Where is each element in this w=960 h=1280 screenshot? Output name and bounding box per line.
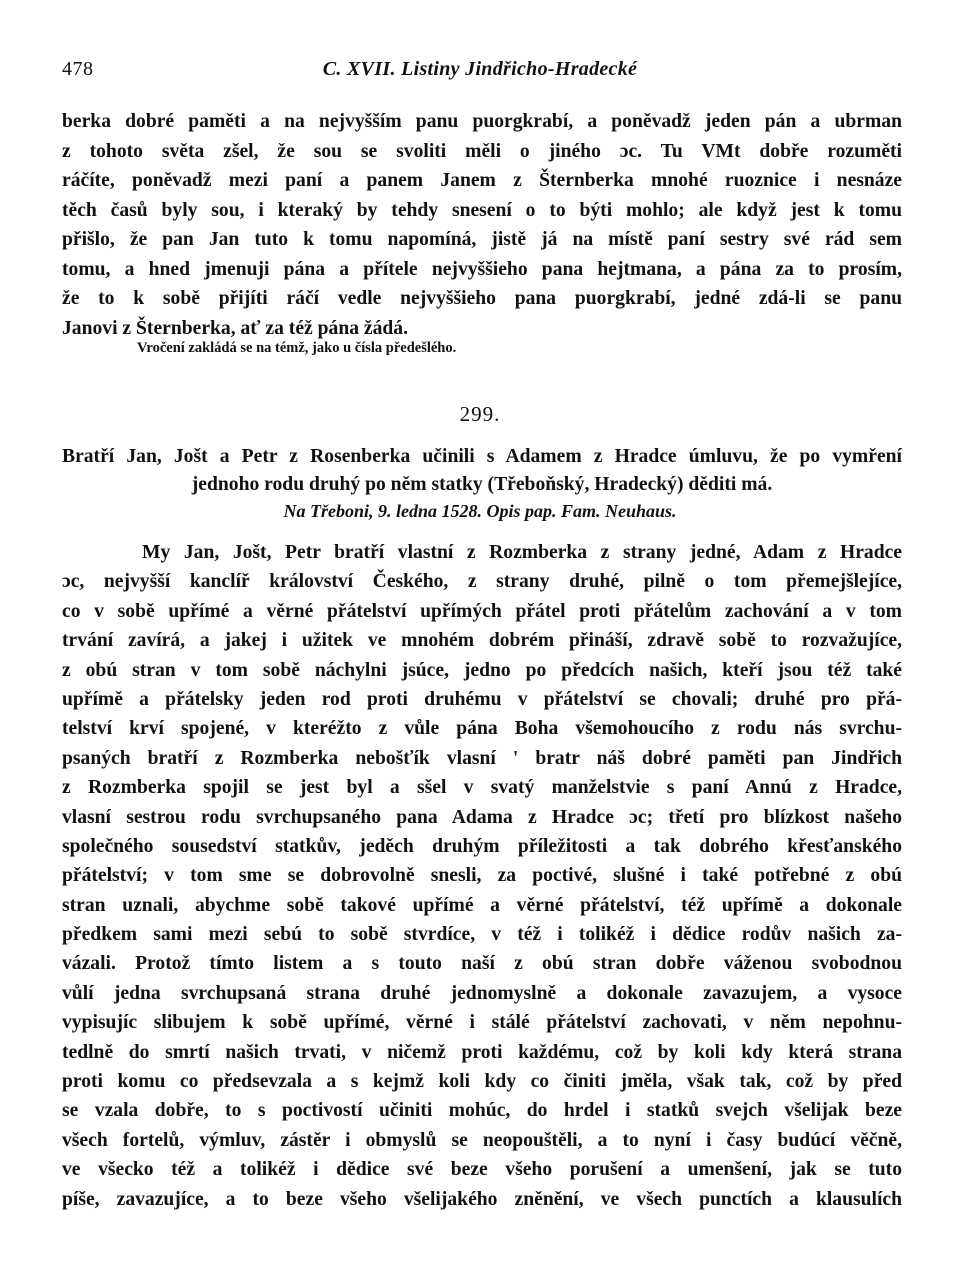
text-line: Janovi z Šternberka, ať za též pána žádá. — [62, 317, 408, 339]
text-line: vypisujíc slibujem k sobě upřímé, věrné i stálé přátelství zachovati, v něm nepohnu- — [62, 1012, 902, 1034]
text-line: přátelství; v tom sme se dobrovolně snesli, za poctivé, slušné i také potřebné z obú — [62, 865, 902, 887]
page-header — [62, 58, 898, 88]
text-line: stran uznali, abychme sobě takové upřímé a věrné přátelství, též upřímě a dokonale — [62, 894, 902, 916]
text-line: jednoho rodu druhý po něm statky (Třeboňský, Hradecký) děditi má. — [191, 474, 773, 495]
text-line: přišlo, že pan Jan tuto k tomu napomíná, jistě já na místě paní sestry své rád sem — [62, 229, 902, 250]
text-line: těch časů byly sou, i kteraký by tehdy snesení o to býti mohlo; ale když jest k tomu — [62, 199, 902, 221]
text-line: vůlí jedna svrchupsaná strana druhé jednomyslně a dokonale zavazujem, a vysoce — [62, 982, 902, 1004]
document-dating: Na Třeboni, 9. ledna 1528. Opis pap. Fam. Neuhaus. — [283, 501, 677, 521]
text-line: ráčíte, poněvadž mezi paní a panem Janem z Šternberka mnohé ruoznice i nesnáze — [62, 170, 902, 191]
text-line: vázali. Protož tímto listem a s touto naší z obú stran dobře váženou svobodnou — [62, 953, 902, 975]
text-line: co v sobě upřímé a věrné přátelství upřímých přátel proti přátelům zachování a v tom — [62, 600, 902, 622]
document-number: 299. — [459, 402, 501, 426]
text-line: píše, zavazujíce, a to beze všeho všelijakého zněnění, ve všech punctích a klausulích — [62, 1188, 902, 1210]
document-summary — [62, 443, 902, 499]
dating-note: Vročení zakládá se na témž, jako u čísla předešlého. — [137, 340, 457, 356]
text-line: společného sousedství statkův, jeděch druhým příležitosti a tak dobrého křesťanského — [62, 835, 902, 857]
main-paragraph — [62, 538, 902, 1214]
text-line: předkem sami mezi sebú to sobě stvrdíce, v též i tolikéž i dědice rodův našich za- — [62, 924, 902, 946]
page-number: 478 — [62, 58, 94, 80]
text-line: proti komu co předsevzala a s kejmž koli kdy co činiti jměla, však tak, což by před — [62, 1071, 902, 1093]
text-line: tomu, a hned jmenuji pána a přítele nejvyššieho pana hejtmana, a pána za to prosím, — [62, 258, 902, 280]
text-line: z tohoto světa zšel, že sou se svoliti měli o jiného ɔc. Tu VMt dobře rozuměti — [62, 140, 902, 162]
text-line: všech fortelů, výmluv, zástěr i obmyslů se neopouštěli, a to nyní i časy budúcí věčně, — [62, 1129, 902, 1151]
text-line: Bratří Jan, Jošt a Petr z Rosenberka učinili s Adamem z Hradce úmluvu, že po vymření — [62, 446, 902, 467]
text-line: upřímě a přátelsky jeden rod proti druhému v přátelství se chovali; druhé pro přá- — [62, 688, 902, 710]
text-line: z obú stran v tom sobě náchylni jsúce, jedno po předcích našich, kteří jsou též také — [62, 659, 902, 681]
text-line: trvání zavírá, a jakej i užitek ve mnohém dobrém přináší, zdravě sobě to rozvažujíce, — [62, 630, 902, 652]
text-line: berka dobré paměti a na nejvyšším panu puorgkrabí, a poněvadž jeden pán a ubrman — [62, 111, 902, 132]
running-head: C. XVII. Listiny Jindřicho-Hradecké — [322, 58, 638, 80]
text-line: My Jan, Jošt, Petr bratří vlastní z Rozmberka z strany jedné, Adam z Hradce — [142, 542, 902, 563]
text-line: z Rozmberka spojil se jest byl a sšel v svatý manželstvie s paní Annú z Hradce, — [62, 777, 902, 799]
text-line: ve všecko též a tolikéž i dědice své beze všeho porušení a umenšení, jak se tuto — [62, 1159, 902, 1181]
continuation-paragraph — [62, 107, 902, 343]
text-line: se vzala dobře, to s poctivostí učiniti mohúc, do hrdel i statků svejch všelijak beze — [62, 1100, 902, 1122]
text-line: že to k sobě přijíti ráčí vedle nejvyššieho pana puorgkrabí, jedné zdá-li se panu — [62, 288, 902, 309]
text-line: telství krví spojené, v kteréžto z vůle pána Boha všemohoucího z rodu nás svrchu- — [62, 718, 902, 740]
text-line: psaných bratří z Rozmberka nebošťík vlasní ' bratr náš dobré paměti pan Jindřich — [62, 747, 902, 769]
text-line: ɔc, nejvyšší kanclíř království Českého, z strany druhé, pilně o tom přemejšlejíce, — [62, 571, 902, 593]
text-line: tedlně do smrtí našich trvati, v ničemž proti každému, což by koli kdy která strana — [62, 1041, 902, 1063]
text-line: vlasní sestrou rodu svrchupsaného pana Adama z Hradce ɔc; třetí pro blízkost našeho — [62, 806, 902, 828]
